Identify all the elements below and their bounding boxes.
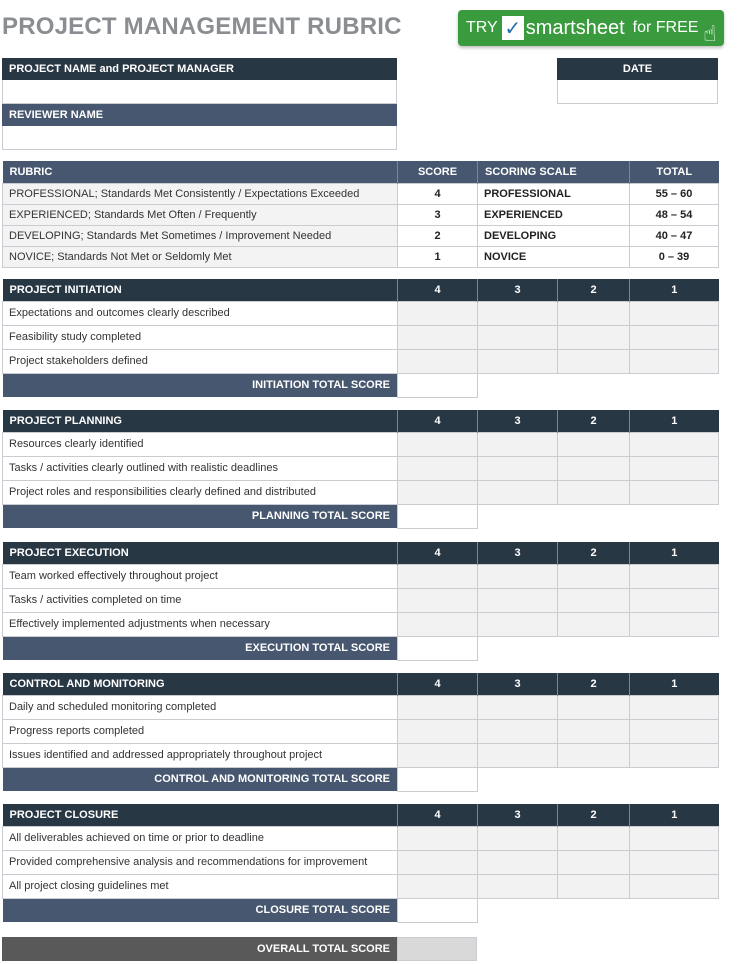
score-cell[interactable]	[478, 456, 558, 480]
criteria-row	[3, 612, 719, 636]
score-cell[interactable]	[558, 850, 630, 874]
score-1-header: 1	[630, 279, 719, 301]
score-cell[interactable]	[478, 432, 558, 456]
section-total-label: INITIATION TOTAL SCORE	[3, 373, 398, 397]
score-cell[interactable]	[478, 743, 558, 767]
score-cell[interactable]	[630, 301, 719, 325]
criteria-row	[3, 301, 719, 325]
score-3-header: 3	[478, 279, 558, 301]
score-cell[interactable]	[558, 826, 630, 850]
criteria-row	[3, 456, 719, 480]
score-cell[interactable]	[398, 480, 478, 504]
rubric-score: 3	[398, 204, 478, 225]
cta-brand-text: smartsheet	[525, 16, 625, 39]
score-4-header: 4	[398, 542, 478, 564]
score-cell[interactable]	[398, 874, 478, 898]
rubric-table	[2, 161, 719, 268]
section-title: PROJECT INITIATION	[3, 279, 398, 301]
score-cell[interactable]	[478, 564, 558, 588]
score-cell[interactable]	[398, 743, 478, 767]
criteria-text: Tasks / activities completed on time	[3, 588, 398, 612]
rubric-scale: NOVICE	[478, 246, 630, 267]
section-total-field[interactable]	[398, 898, 478, 922]
rubric-scale: DEVELOPING	[478, 225, 630, 246]
score-cell[interactable]	[398, 325, 478, 349]
rubric-score: 2	[398, 225, 478, 246]
score-cell[interactable]	[558, 480, 630, 504]
section-closure	[2, 804, 719, 923]
score-header: SCORE	[398, 161, 478, 183]
criteria-text: All deliverables achieved on time or prior to deadline	[3, 826, 398, 850]
rubric-criteria: EXPERIENCED; Standards Met Often / Frequently	[3, 204, 398, 225]
criteria-row	[3, 432, 719, 456]
section-control-monitoring	[2, 673, 719, 792]
criteria-row	[3, 349, 719, 373]
score-4-header: 4	[398, 410, 478, 432]
score-cell[interactable]	[630, 743, 719, 767]
score-1-header: 1	[630, 673, 719, 695]
rubric-scale: EXPERIENCED	[478, 204, 630, 225]
score-cell[interactable]	[478, 826, 558, 850]
reviewer-name-field[interactable]	[2, 126, 397, 150]
score-cell[interactable]	[398, 432, 478, 456]
criteria-text: All project closing guidelines met	[3, 874, 398, 898]
criteria-row	[3, 695, 719, 719]
score-cell[interactable]	[478, 480, 558, 504]
score-cell[interactable]	[630, 850, 719, 874]
criteria-text: Team worked effectively throughout project	[3, 564, 398, 588]
score-cell[interactable]	[558, 325, 630, 349]
rubric-row	[3, 225, 719, 246]
score-cell[interactable]	[398, 564, 478, 588]
try-smartsheet-button[interactable]	[458, 10, 724, 46]
score-cell[interactable]	[558, 743, 630, 767]
section-planning	[2, 410, 719, 529]
score-cell[interactable]	[478, 588, 558, 612]
score-cell[interactable]	[630, 480, 719, 504]
score-cell[interactable]	[478, 719, 558, 743]
criteria-row	[3, 874, 719, 898]
score-cell[interactable]	[398, 695, 478, 719]
score-cell[interactable]	[478, 850, 558, 874]
score-cell[interactable]	[630, 325, 719, 349]
section-title: CONTROL AND MONITORING	[3, 673, 398, 695]
rubric-row	[3, 183, 719, 204]
criteria-text: Project roles and responsibilities clearly defined and distributed	[3, 480, 398, 504]
score-4-header: 4	[398, 279, 478, 301]
rubric-total: 40 – 47	[630, 225, 719, 246]
score-cell[interactable]	[630, 349, 719, 373]
score-cell[interactable]	[558, 564, 630, 588]
rubric-score: 1	[398, 246, 478, 267]
criteria-text: Expectations and outcomes clearly described	[3, 301, 398, 325]
section-total-field[interactable]	[398, 636, 478, 660]
score-cell[interactable]	[478, 325, 558, 349]
score-3-header: 3	[478, 542, 558, 564]
score-cell[interactable]	[630, 432, 719, 456]
total-header: TOTAL	[630, 161, 719, 183]
overall-total-row	[2, 937, 477, 961]
criteria-text: Feasibility study completed	[3, 325, 398, 349]
score-2-header: 2	[558, 542, 630, 564]
criteria-text: Effectively implemented adjustments when necessary	[3, 612, 398, 636]
score-cell[interactable]	[558, 432, 630, 456]
reviewer-name-label: REVIEWER NAME	[2, 104, 397, 126]
criteria-text: Issues identified and addressed appropriately throughout project	[3, 743, 398, 767]
criteria-row	[3, 588, 719, 612]
section-title: PROJECT CLOSURE	[3, 804, 398, 826]
score-cell[interactable]	[558, 588, 630, 612]
rubric-row	[3, 204, 719, 225]
section-total-field[interactable]	[398, 373, 478, 397]
rubric-row	[3, 246, 719, 267]
score-3-header: 3	[478, 673, 558, 695]
score-cell[interactable]	[630, 564, 719, 588]
score-2-header: 2	[558, 673, 630, 695]
score-cell[interactable]	[630, 826, 719, 850]
score-cell[interactable]	[630, 719, 719, 743]
score-cell[interactable]	[398, 826, 478, 850]
score-2-header: 2	[558, 279, 630, 301]
score-cell[interactable]	[558, 874, 630, 898]
section-initiation	[2, 279, 719, 398]
score-cell[interactable]	[398, 612, 478, 636]
criteria-row	[3, 850, 719, 874]
date-field[interactable]	[557, 80, 718, 104]
pointer-hand-icon: ☝	[703, 21, 717, 46]
section-total-label: CLOSURE TOTAL SCORE	[3, 898, 398, 922]
rubric-total: 48 – 54	[630, 204, 719, 225]
overall-total-label: OVERALL TOTAL SCORE	[2, 937, 397, 961]
section-title: PROJECT PLANNING	[3, 410, 398, 432]
score-cell[interactable]	[558, 695, 630, 719]
score-cell[interactable]	[478, 301, 558, 325]
rubric-criteria: NOVICE; Standards Not Met or Seldomly Met	[3, 246, 398, 267]
score-cell[interactable]	[630, 588, 719, 612]
rubric-header: RUBRIC	[3, 161, 398, 183]
section-total-field[interactable]	[398, 504, 478, 528]
criteria-row	[3, 826, 719, 850]
criteria-text: Provided comprehensive analysis and recommendations for improvement	[3, 850, 398, 874]
score-cell[interactable]	[398, 719, 478, 743]
rubric-score: 4	[398, 183, 478, 204]
score-4-header: 4	[398, 804, 478, 826]
criteria-row	[3, 480, 719, 504]
section-total-label: EXECUTION TOTAL SCORE	[3, 636, 398, 660]
rubric-criteria: DEVELOPING; Standards Met Sometimes / Improvement Needed	[3, 225, 398, 246]
section-total-field[interactable]	[398, 767, 478, 791]
score-1-header: 1	[630, 542, 719, 564]
section-title: PROJECT EXECUTION	[3, 542, 398, 564]
rubric-total: 0 – 39	[630, 246, 719, 267]
criteria-text: Project stakeholders defined	[3, 349, 398, 373]
criteria-row	[3, 719, 719, 743]
score-cell[interactable]	[630, 695, 719, 719]
project-name-field[interactable]	[2, 80, 397, 104]
rubric-criteria: PROFESSIONAL; Standards Met Consistently / Expectations Exceeded	[3, 183, 398, 204]
criteria-text: Daily and scheduled monitoring completed	[3, 695, 398, 719]
criteria-row	[3, 564, 719, 588]
score-cell[interactable]	[398, 456, 478, 480]
score-cell[interactable]	[630, 456, 719, 480]
score-2-header: 2	[558, 410, 630, 432]
score-cell[interactable]	[398, 850, 478, 874]
score-cell[interactable]	[558, 301, 630, 325]
score-cell[interactable]	[558, 456, 630, 480]
score-cell[interactable]	[630, 612, 719, 636]
criteria-row	[3, 325, 719, 349]
project-name-label: PROJECT NAME and PROJECT MANAGER	[2, 58, 397, 80]
criteria-text: Progress reports completed	[3, 719, 398, 743]
score-cell[interactable]	[558, 612, 630, 636]
cta-try-text: TRY	[466, 19, 498, 36]
score-3-header: 3	[478, 410, 558, 432]
rubric-scale: PROFESSIONAL	[478, 183, 630, 204]
score-4-header: 4	[398, 673, 478, 695]
section-execution	[2, 542, 719, 661]
score-1-header: 1	[630, 410, 719, 432]
criteria-text: Resources clearly identified	[3, 432, 398, 456]
score-cell[interactable]	[398, 301, 478, 325]
score-cell[interactable]	[478, 612, 558, 636]
cta-free-text: for FREE	[632, 19, 699, 36]
criteria-text: Tasks / activities clearly outlined with realistic deadlines	[3, 456, 398, 480]
score-cell[interactable]	[478, 349, 558, 373]
score-cell[interactable]	[478, 695, 558, 719]
score-2-header: 2	[558, 804, 630, 826]
page-title: PROJECT MANAGEMENT RUBRIC	[2, 13, 402, 40]
score-cell[interactable]	[478, 874, 558, 898]
score-3-header: 3	[478, 804, 558, 826]
rubric-total: 55 – 60	[630, 183, 719, 204]
scoring-scale-header: SCORING SCALE	[478, 161, 630, 183]
date-label: DATE	[557, 58, 718, 80]
criteria-row	[3, 743, 719, 767]
score-cell[interactable]	[398, 349, 478, 373]
score-1-header: 1	[630, 804, 719, 826]
checkmark-icon: ✓	[502, 16, 524, 40]
overall-total-field[interactable]	[397, 937, 477, 961]
section-total-label: PLANNING TOTAL SCORE	[3, 504, 398, 528]
score-cell[interactable]	[630, 874, 719, 898]
section-total-label: CONTROL AND MONITORING TOTAL SCORE	[3, 767, 398, 791]
score-cell[interactable]	[558, 349, 630, 373]
score-cell[interactable]	[558, 719, 630, 743]
score-cell[interactable]	[398, 588, 478, 612]
